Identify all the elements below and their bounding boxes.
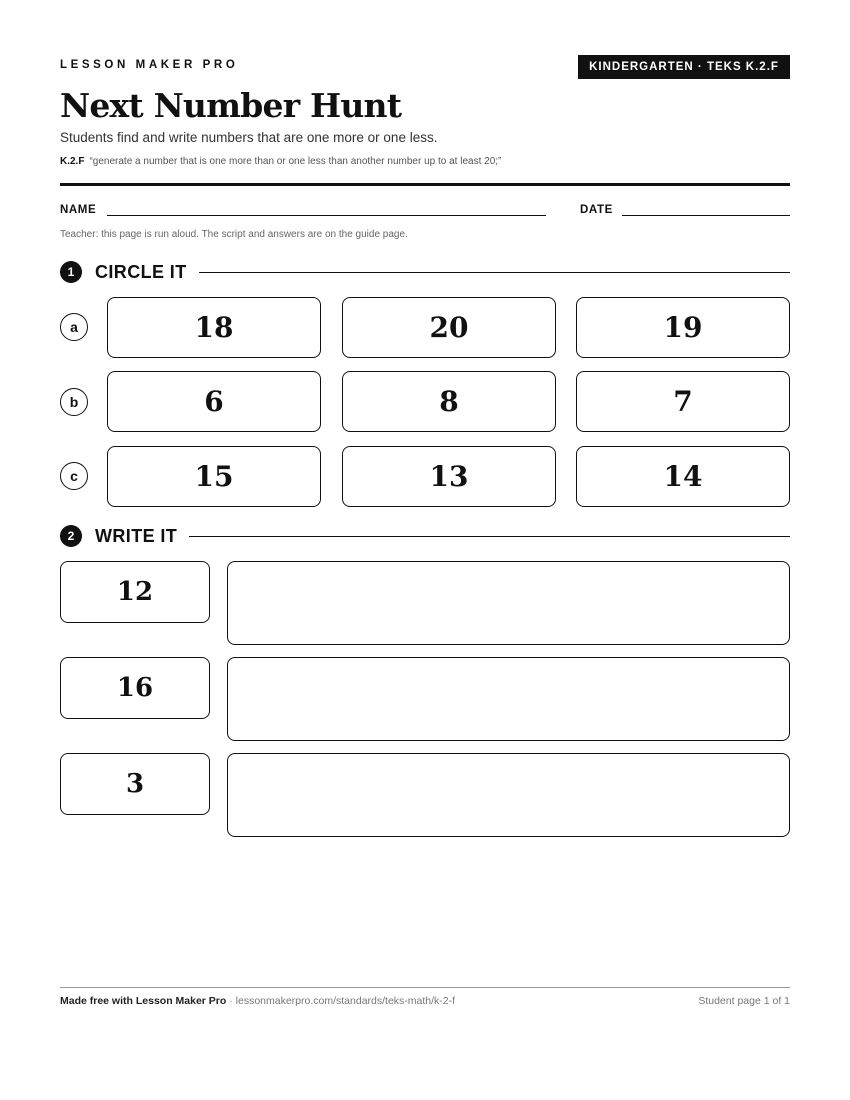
standard-reference	[60, 156, 501, 167]
circle-choice-box[interactable]: 13	[342, 446, 556, 507]
name-label: NAME	[60, 204, 97, 216]
section-write-it-header	[60, 524, 790, 548]
answer-write-box[interactable]	[227, 753, 790, 837]
circle-choice-box[interactable]: 6	[107, 371, 321, 432]
footer-page-number: Student page 1 of 1	[698, 995, 790, 1007]
section-circle-it-header	[60, 260, 790, 284]
section-divider	[199, 272, 790, 273]
footer-url[interactable]: · lessonmakerpro.com/standards/teks-math/k-2-f	[226, 995, 456, 1007]
row-letter-c: c	[60, 462, 88, 490]
circle-choice-box[interactable]: 8	[342, 371, 556, 432]
header-divider	[60, 183, 790, 186]
circle-choice-box[interactable]: 19	[576, 297, 790, 358]
date-field[interactable]	[622, 215, 790, 216]
section-title: CIRCLE IT	[95, 261, 187, 282]
section-divider	[189, 536, 790, 537]
teacher-note: Teacher: this page is run aloud. The script and answers are on the guide page.	[60, 229, 408, 240]
footer-divider	[60, 987, 790, 988]
answer-write-box[interactable]	[227, 561, 790, 645]
worksheet-subtitle: Students find and write numbers that are one more or one less.	[60, 130, 438, 145]
row-letter-a: a	[60, 313, 88, 341]
circle-choice-box[interactable]: 15	[107, 446, 321, 507]
circle-choice-box[interactable]: 18	[107, 297, 321, 358]
name-field[interactable]	[107, 215, 546, 216]
section-title: WRITE IT	[95, 525, 178, 546]
section-number-badge: 2	[60, 525, 82, 547]
date-label: DATE	[580, 204, 613, 216]
footer-credit	[60, 995, 455, 1007]
standard-text: “generate a number that is one more than or one less than another number up to at least 20;”	[89, 156, 502, 167]
answer-write-box[interactable]	[227, 657, 790, 741]
given-number-box: 3	[60, 753, 210, 815]
row-letter-b: b	[60, 388, 88, 416]
worksheet-title: Next Number Hunt	[60, 86, 402, 125]
section-number-badge: 1	[60, 261, 82, 283]
circle-choice-box[interactable]: 7	[576, 371, 790, 432]
given-number-box: 16	[60, 657, 210, 719]
circle-choice-box[interactable]: 14	[576, 446, 790, 507]
standard-code: K.2.F	[60, 156, 85, 167]
worksheet-page	[60, 0, 790, 1100]
circle-choice-box[interactable]: 20	[342, 297, 556, 358]
brand-name: LESSON MAKER PRO	[60, 59, 239, 71]
given-number-box: 12	[60, 561, 210, 623]
grade-standard-badge: KINDERGARTEN · TEKS K.2.F	[578, 55, 790, 79]
footer-made-with: Made free with Lesson Maker Pro	[60, 995, 227, 1007]
